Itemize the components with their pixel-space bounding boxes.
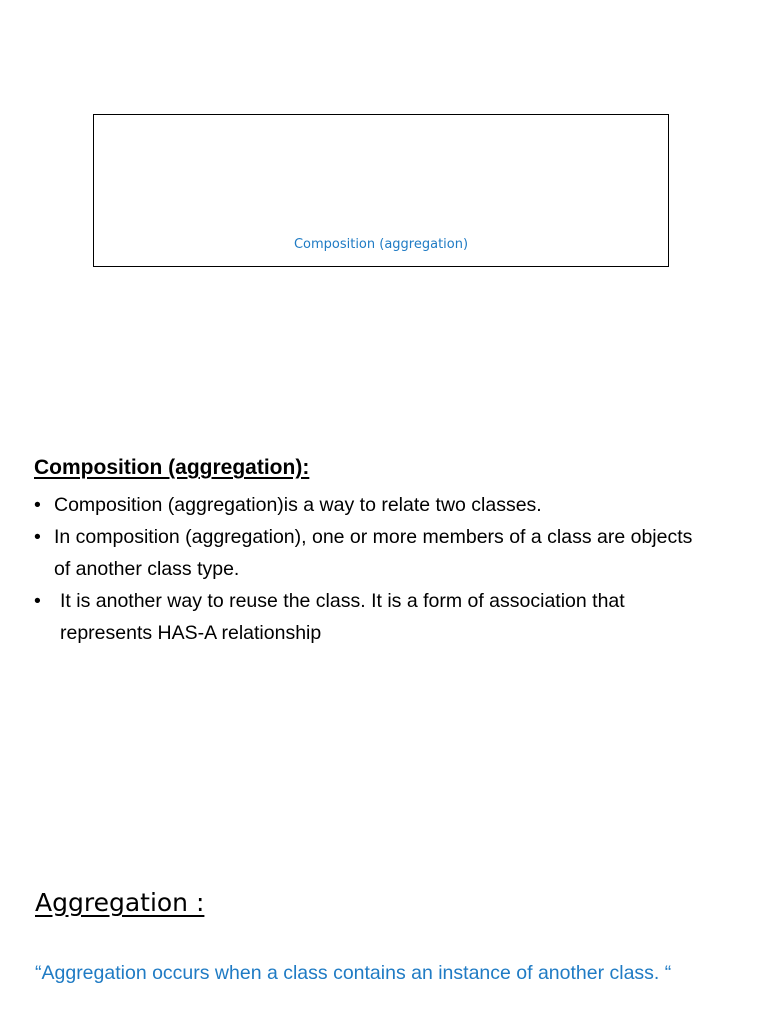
bullet-marker: • [34,590,41,612]
aggregation-heading: Aggregation : [35,888,205,917]
bullet-text: It is another way to reuse the class. It is a form of association that represents HAS-A relationship [60,590,625,644]
list-item [34,521,694,585]
list-item [34,489,694,521]
bullet-marker: • [34,526,41,548]
list-item [34,585,694,649]
bullet-text: In composition (aggregation), one or more members of a class are objects of another class type. [54,526,693,580]
bullet-text: Composition (aggregation)is a way to relate two classes. [54,494,542,516]
aggregation-quote: “Aggregation occurs when a class contains an instance of another class. “ [35,962,672,984]
title-box-label: Composition (aggregation) [293,237,469,252]
bullet-list [34,489,694,649]
section-heading: Composition (aggregation): [34,456,310,479]
title-box [93,114,669,267]
bullet-marker: • [34,494,41,516]
